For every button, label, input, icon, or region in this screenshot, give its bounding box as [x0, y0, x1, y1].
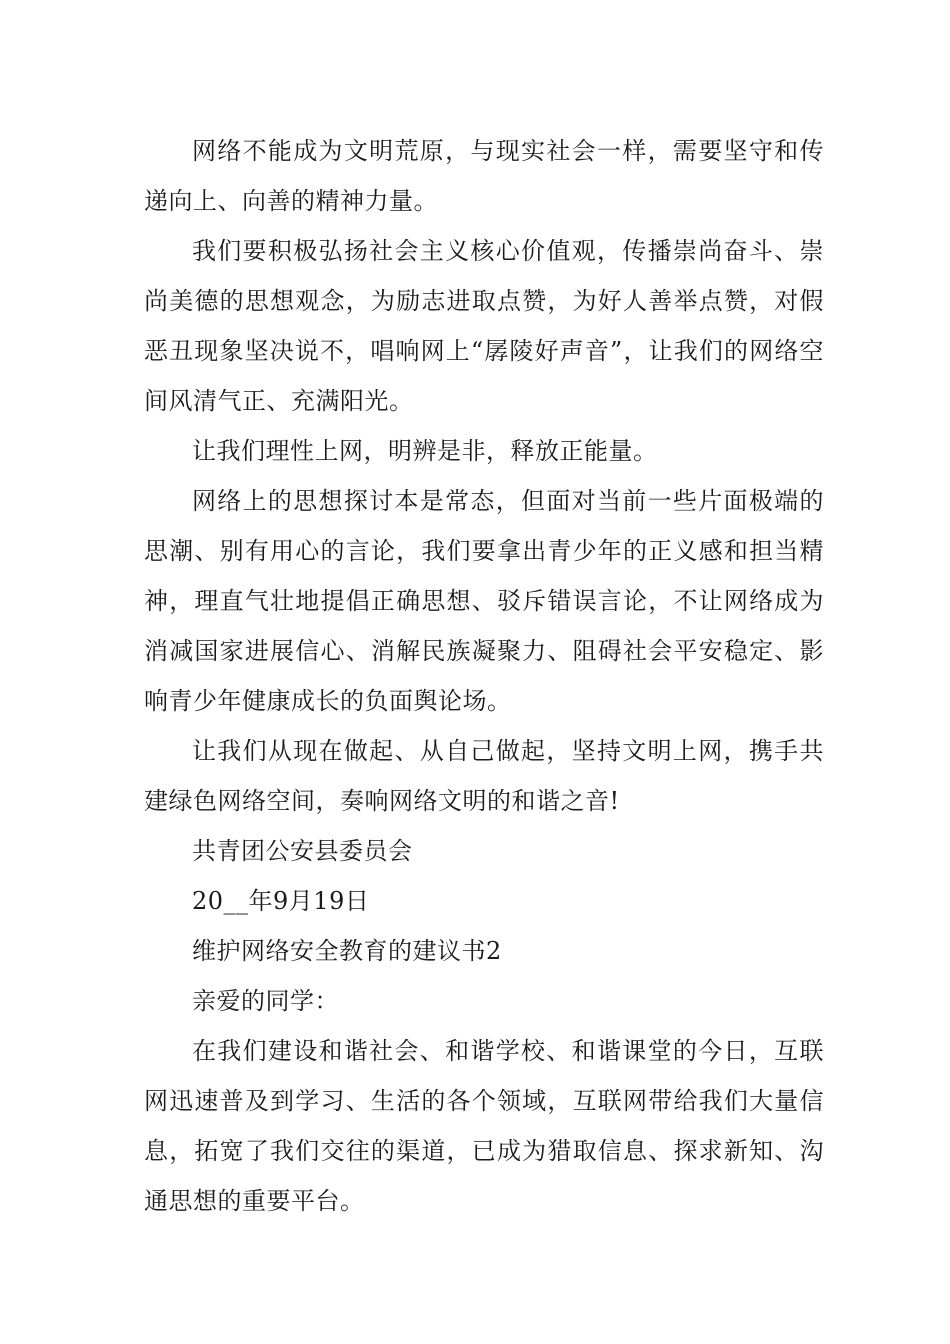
paragraph-ideological-discussion: 网络上的思想探讨本是常态，但面对当前一些片面极端的思潮、别有用心的言论，我们要拿出青少年的正义感和担当精神，理直气壮地提倡正确思想、驳斥错误言论，不让网络成为消减国家进展信心、消解民族凝聚力、阻碍社会平安稳定、影响青少年健康成长的负面舆论场。 — [144, 487, 824, 715]
paragraph-core-values: 我们要积极弘扬社会主义核心价值观，传播崇尚奋斗、崇尚美德的思想观念，为励志进取点赞，为好人善举点赞，对假恶丑现象坚决说不，唱响网上“孱陵好声音”，让我们的网络空间风清气正、充满阳光。 — [144, 237, 824, 415]
salutation: 亲爱的同学： — [192, 987, 339, 1015]
section-title: 维护网络安全教育的建议书2 — [192, 937, 502, 965]
paragraph-civilized-network: 网络不能成为文明荒原，与现实社会一样，需要坚守和传递向上、向善的精神力量。 — [144, 137, 824, 215]
paragraph-rational-surfing: 让我们理性上网，明辨是非，释放正能量。 — [192, 437, 658, 465]
document-body — [144, 126, 824, 1226]
signature-organization: 共青团公安县委员会 — [192, 837, 413, 865]
paragraph-internet-platform: 在我们建设和谐社会、和谐学校、和谐课堂的今日，互联网迅速普及到学习、生活的各个领域，互联网带给我们大量信息，拓宽了我们交往的渠道，已成为猎取信息、探求新知、沟通思想的重要平台。 — [144, 1037, 824, 1215]
paragraph-start-now: 让我们从现在做起、从自己做起，坚持文明上网，携手共建绿色网络空间，奏响网络文明的和谐之音! — [144, 737, 824, 815]
signature-date: 20__年9月19日 — [192, 887, 370, 915]
